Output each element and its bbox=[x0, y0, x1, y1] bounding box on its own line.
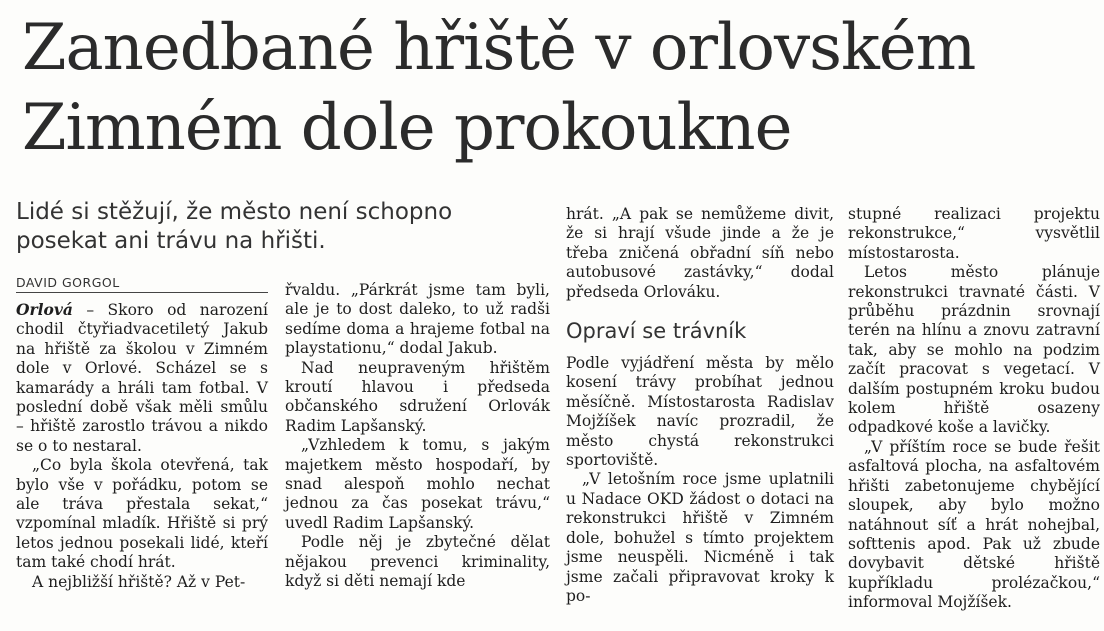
headline bbox=[22, 8, 1092, 168]
paragraph: A nejbližší hřiště? Až v Pet- bbox=[32, 572, 246, 591]
headline-line-2: Zimném dole prokoukne bbox=[22, 91, 792, 165]
paragraph: „V příštím roce se bude řešit asfaltová plocha, na asfaltovém hřišti zabetonujeme chybějící sloupek, aby bylo možno natáhnout síť a hrát nohejbal, softtenis apod. Pak už zbude dovybavit dětské hřiště kupříkladu prolézačkou,“ informoval Mojžíšek. bbox=[848, 437, 1100, 612]
byline: DAVID GORGOL bbox=[16, 275, 268, 293]
paragraph: hrát. „A pak se nemůžeme divit, že si hrají všude jinde a že je třeba zničená obřadní síň nebo autobusové zastávky,“ dodal předseda Orlováku. bbox=[566, 205, 834, 301]
paragraph: „Co byla škola otevřená, tak bylo vše v pořádku, potom se ale tráva přestala sekat,“ vzpomínal mladík. Hřiště si prý letos jednou posekali lidé, kteří tam také chodí hrát. bbox=[16, 456, 268, 572]
paragraph: Nad neupraveným hřištěm kroutí hlavou i předseda občanského sdružení Orlovák Radim Lapšanský. bbox=[285, 358, 550, 435]
paragraph: „V letošním roce jsme uplatnili u Nadace OKD žádost o dotaci na rekonstrukci hřiště v Zimném dole, bohužel s tímto projektem jsme neuspěli. Nicméně i tak jsme začali připravovat kroky k po- bbox=[566, 470, 834, 605]
paragraph: řvaldu. „Párkrát jsme tam byli, ale je to dost daleko, to už radši sedíme doma a hrajeme fotbal na playstationu,“ dodal Jakub. bbox=[285, 281, 550, 358]
article-column-1 bbox=[16, 300, 268, 592]
article-column-4 bbox=[848, 205, 1100, 613]
paragraph: stupné realizaci projektu rekonstrukce,“ vysvětlil místostarosta. bbox=[848, 205, 1100, 262]
subheadline: Lidé si stěžují, že město není schopno posekat ani trávu na hřišti. bbox=[16, 199, 453, 254]
paragraph: „Vzhledem k tomu, s jakým majetkem město hospodaří, by snad alespoň mohlo nechat jednou za čas posekat trávu,“ uvedl Radim Lapšanský. bbox=[285, 436, 550, 532]
paragraph: Podle něj je zbytečné dělat nějakou prevenci kriminality, když si děti nemají kde bbox=[285, 533, 550, 591]
article-column-3 bbox=[566, 205, 834, 606]
paragraph-text: – Skoro od narození chodil čtyřiadvacetiletý Jakub na hřiště za školou v Zimném dole v Orlové. Scházel se s kamarády a hráli tam fotbal. V poslední době však měli smůlu – hřiště zarostlo trávou a nikdo se o to nestaral. bbox=[16, 301, 268, 455]
paragraph bbox=[16, 300, 268, 456]
article-column-2 bbox=[285, 281, 550, 592]
paragraph: Podle vyjádření města by mělo kosení trávy probíhat jednou měsíčně. Místostarosta Radislav Mojžíšek navíc prozradil, že město chystá rekonstrukci sportoviště. bbox=[566, 354, 834, 470]
paragraph: Letos město plánuje rekonstrukci travnaté části. V průběhu prázdnin srovnají terén na hlínu a znovu zatravní tak, aby se mohlo na podzim začít pracovat s vegetací. V dalším postupném kroku budou kolem hřiště osazeny odpadkové koše a lavičky. bbox=[848, 263, 1100, 437]
headline-line-1: Zanedbané hřiště v orlovském bbox=[22, 11, 976, 85]
dateline-place: Orlová bbox=[16, 300, 73, 319]
section-title: Opraví se trávník bbox=[566, 319, 747, 344]
